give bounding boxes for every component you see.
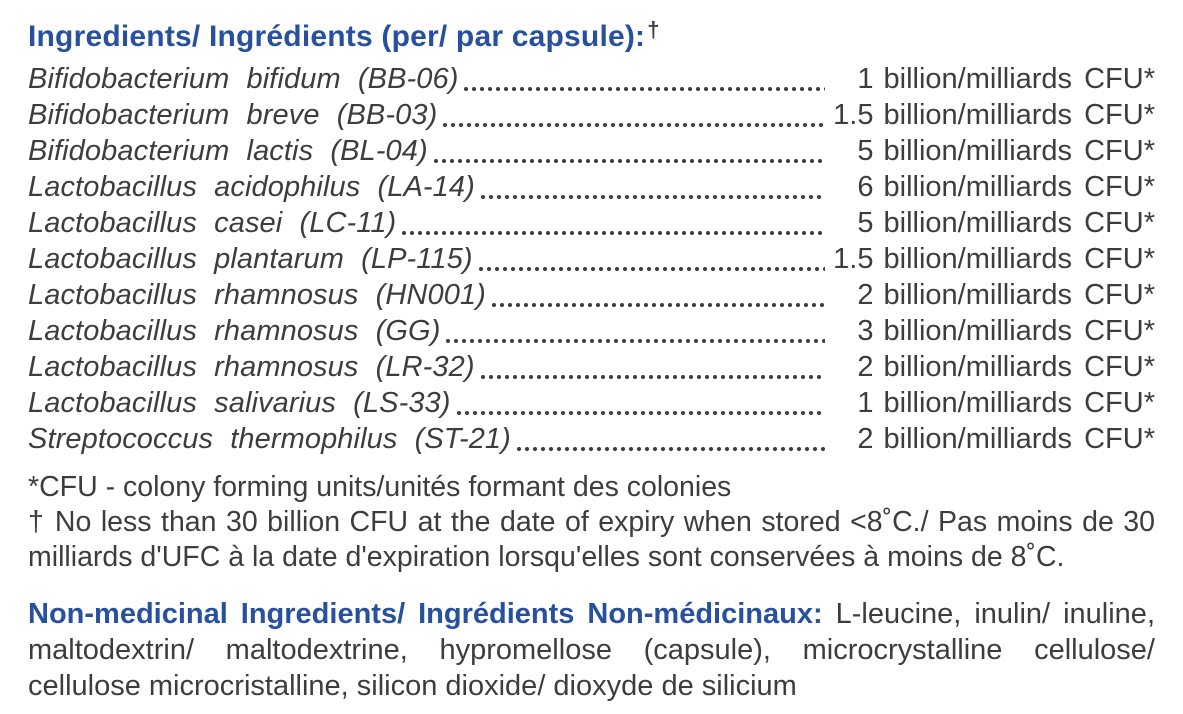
ingredient-amount: 1 xyxy=(857,63,874,95)
ingredient-row xyxy=(28,349,1155,385)
ingredient-row xyxy=(28,241,1155,277)
dot-leader xyxy=(453,385,825,421)
ingredient-amount: 1 xyxy=(857,387,874,419)
ingredient-row xyxy=(28,421,1155,457)
ingredient-row xyxy=(28,205,1155,241)
ingredient-name: Lactobacillus acidophilus (LA-14) xyxy=(28,171,475,203)
ingredient-name: Streptococcus thermophilus (ST-21) xyxy=(28,423,511,455)
ingredient-row xyxy=(28,313,1155,349)
ingredient-row xyxy=(28,169,1155,205)
ingredient-unit: billion/milliards CFU* xyxy=(883,315,1155,347)
ingredient-name: Lactobacillus plantarum (LP-115) xyxy=(28,243,473,275)
ingredient-name: Lactobacillus casei (LC-11) xyxy=(28,207,397,239)
ingredient-name: Lactobacillus salivarius (LS-33) xyxy=(28,387,451,419)
ingredient-row xyxy=(28,133,1155,169)
ingredient-name: Lactobacillus rhamnosus (LR-32) xyxy=(28,351,475,383)
ingredient-unit: billion/milliards CFU* xyxy=(883,423,1155,455)
ingredient-unit: billion/milliards CFU* xyxy=(883,243,1155,275)
dot-leader xyxy=(475,241,825,277)
ingredient-row xyxy=(28,97,1155,133)
dot-leader xyxy=(513,421,825,457)
ingredient-unit: billion/milliards CFU* xyxy=(883,279,1155,311)
dot-leader xyxy=(439,97,824,133)
ingredient-name: Lactobacillus rhamnosus (GG) xyxy=(28,315,441,347)
dot-leader xyxy=(488,277,825,313)
ingredient-row xyxy=(28,277,1155,313)
cfu-footnote: *CFU - colony forming units/unités formant des colonies xyxy=(28,471,732,503)
dot-leader xyxy=(398,205,824,241)
dagger-footnote: † No less than 30 billion CFU at the date of expiry when stored <8˚C./ Pas moins de 30 milliards d'UFC à la date d'expiration lorsqu'elles sont conservées à moins de 8˚C. xyxy=(28,506,1155,573)
ingredient-name: Bifidobacterium lactis (BL-04) xyxy=(28,135,428,167)
dot-leader xyxy=(430,133,825,169)
ingredient-amount: 2 xyxy=(857,423,874,455)
dagger-symbol: † xyxy=(647,17,660,42)
ingredient-amount: 1.5 xyxy=(833,243,874,275)
ingredient-name: Lactobacillus rhamnosus (HN001) xyxy=(28,279,486,311)
ingredient-unit: billion/milliards CFU* xyxy=(883,63,1155,95)
non-medicinal-text: L-leucine, inulin/ inuline, maltodextrin/ maltodextrine, hypromellose (capsule), microcrystalline cellulose/ cellulose microcristalline, silicon dioxide/ dioxyde de silicium xyxy=(28,598,1155,702)
ingredient-list xyxy=(28,61,1155,457)
ingredient-row xyxy=(28,385,1155,421)
ingredient-unit: billion/milliards CFU* xyxy=(883,207,1155,239)
ingredient-amount: 5 xyxy=(857,207,874,239)
ingredient-unit: billion/milliards CFU* xyxy=(883,135,1155,167)
ingredients-heading xyxy=(28,12,1155,54)
ingredient-unit: billion/milliards CFU* xyxy=(883,171,1155,203)
dot-leader xyxy=(477,169,825,205)
ingredient-name: Bifidobacterium bifidum (BB-06) xyxy=(28,63,459,95)
ingredient-amount: 2 xyxy=(857,279,874,311)
ingredient-amount: 6 xyxy=(857,171,874,203)
dot-leader xyxy=(460,61,824,97)
dot-leader xyxy=(477,349,825,385)
ingredient-amount: 5 xyxy=(857,135,874,167)
ingredient-row xyxy=(28,61,1155,97)
ingredient-amount: 2 xyxy=(857,351,874,383)
ingredient-amount: 3 xyxy=(857,315,874,347)
ingredient-unit: billion/milliards CFU* xyxy=(883,99,1155,131)
ingredients-heading-text: Ingredients/ Ingrédients (per/ par capsule): xyxy=(28,20,646,53)
ingredient-amount: 1.5 xyxy=(833,99,874,131)
footnotes-block xyxy=(28,470,1155,575)
non-medicinal-label: Non-medicinal Ingredients/ Ingrédients Non-médicinaux: xyxy=(28,598,823,630)
dot-leader xyxy=(442,313,824,349)
non-medicinal-paragraph xyxy=(28,596,1155,704)
ingredient-name: Bifidobacterium breve (BB-03) xyxy=(28,99,438,131)
ingredient-unit: billion/milliards CFU* xyxy=(883,387,1155,419)
ingredient-unit: billion/milliards CFU* xyxy=(883,351,1155,383)
